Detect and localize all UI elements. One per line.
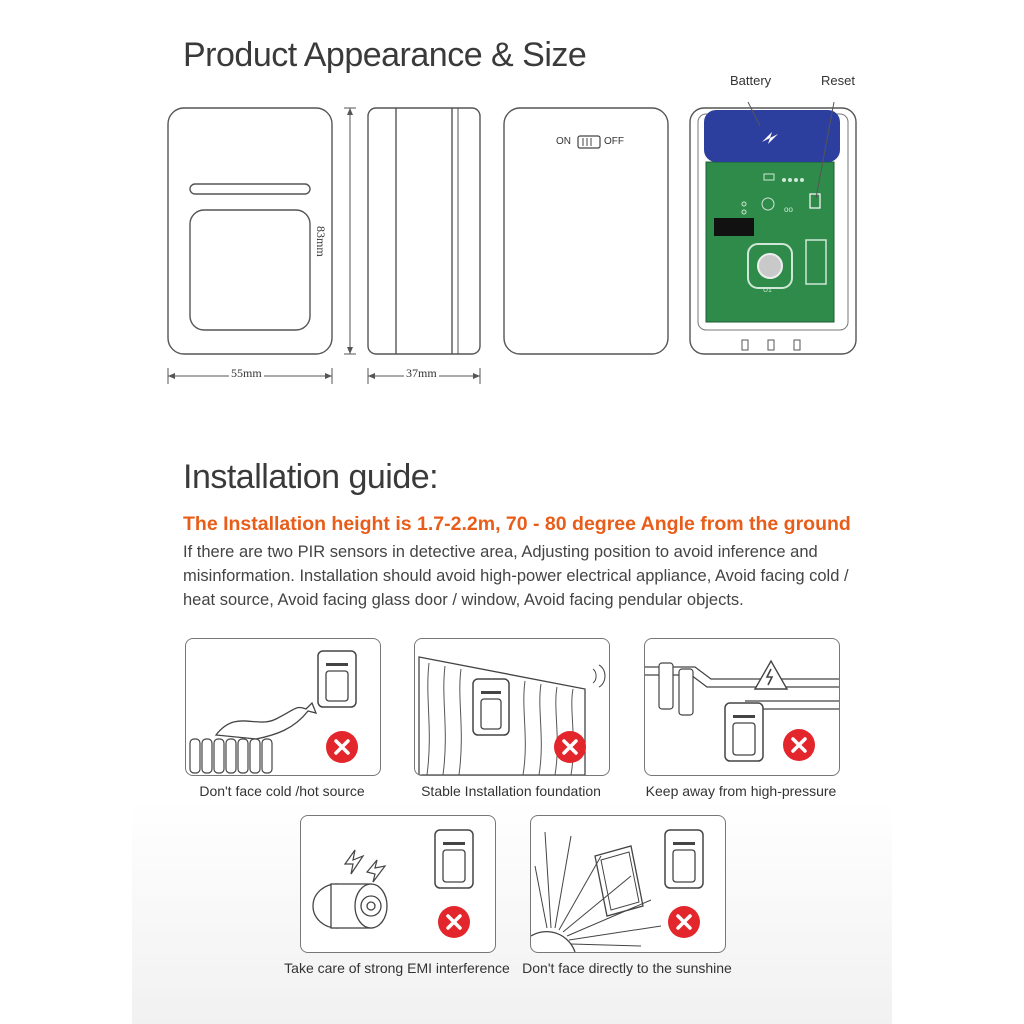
width-dimension: 55mm xyxy=(231,366,262,380)
side-view-drawing xyxy=(362,100,488,390)
tip-caption-3: Keep away from high-pressure xyxy=(645,783,837,799)
pcb-label: U1 xyxy=(763,287,772,294)
appearance-title: Product Appearance & Size xyxy=(183,36,587,74)
radiator-icon xyxy=(186,639,380,775)
tip-card-emi xyxy=(300,815,496,953)
tip-card-cold-hot xyxy=(185,638,381,776)
back-view-drawing xyxy=(498,100,674,362)
tip-caption-2: Stable Installation foundation xyxy=(421,783,601,799)
installation-description: If there are two PIR sensors in detective area, Adjusting position to avoid inference and misinformation. Installation should avoid high-power electrical appliance, Avoid facing cold / heat source, Avoid facing glass door / window, Avoid facing pendular objects. xyxy=(183,543,849,609)
tip-card-stable xyxy=(414,638,610,776)
open-view-drawing xyxy=(684,100,864,362)
motor-icon xyxy=(301,816,495,952)
tip-caption-4: Take care of strong EMI interference xyxy=(284,960,510,976)
svg-text:oo: oo xyxy=(784,205,793,214)
switch-off-label: OFF xyxy=(604,136,624,147)
tip-card-sunshine xyxy=(530,815,726,953)
switch-on-label: ON xyxy=(556,136,571,147)
tip-caption-1: Don't face cold /hot source xyxy=(199,783,365,799)
height-dimension-line xyxy=(340,100,360,362)
height-dimension: 83mm xyxy=(314,226,328,257)
tip-caption-5: Don't face directly to the sunshine xyxy=(522,960,732,976)
installation-subtitle: The Installation height is 1.7-2.2m, 70 - 80 degree Angle from the ground xyxy=(183,513,851,535)
curtain-icon xyxy=(415,639,609,775)
high-voltage-icon xyxy=(645,639,839,775)
sun-icon xyxy=(531,816,725,952)
depth-dimension: 37mm xyxy=(406,366,437,380)
reset-label: Reset xyxy=(821,73,855,88)
battery-label: Battery xyxy=(730,73,772,88)
installation-title: Installation guide: xyxy=(183,458,439,496)
right-margin xyxy=(892,0,1024,1024)
tip-card-high-pressure xyxy=(644,638,840,776)
left-margin xyxy=(0,0,132,1024)
